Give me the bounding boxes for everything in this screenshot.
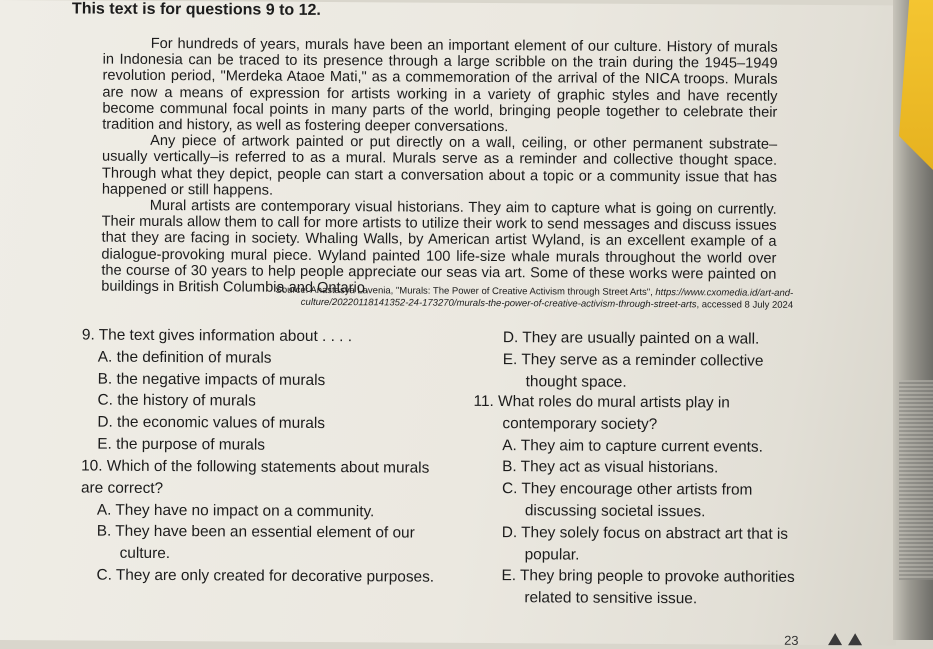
source-citation	[238, 284, 793, 311]
q9-option-a[interactable]: A. the definition of murals	[97, 348, 272, 367]
q10-option-c[interactable]: C. They are only created for decorative purposes.	[96, 566, 435, 586]
q9-option-e[interactable]: E. the purpose of murals	[97, 435, 266, 454]
q9-cont-option-e[interactable]: E. They serve as a reminder collective thought space.	[502, 350, 764, 391]
source-accessed: , accessed 8 July 2024	[696, 299, 794, 311]
page-number: 23	[784, 632, 799, 648]
source-prefix: Source: Anastasya Lavenia, "Murals: The Power of Creative Activism through Street Arts",	[275, 284, 653, 298]
q11-option-e[interactable]: E. They bring people to provoke authorities related to sensitive issue.	[501, 567, 795, 608]
question-9-continued	[503, 327, 818, 394]
reading-passage	[101, 36, 778, 299]
q9-cont-option-d[interactable]: D. They are usually painted on a wall.	[502, 329, 760, 348]
triangle-decoration-icon	[828, 633, 842, 645]
passage-paragraph-3: Mural artists are contemporary visual historians. They aim to capture what is going on currently. Their murals allow them to call for more artists to utilize their work to send messages and discuss issues that they are facing in society. Whaling Walls, by American artist Wyland, is an excellent example of a dialogue-provoking mural piece. Wyland painted 100 life-size whale murals throughout the world over the course of 30 years to help people appreciate our seas via art. Some of these works were painted on buildings in British Columbia and Ontario.	[101, 197, 777, 297]
question-11	[472, 391, 823, 611]
question-9-stem: 9. The text gives information about . . . .	[81, 326, 353, 346]
q11-option-b[interactable]: B. They act as visual historians.	[502, 458, 719, 477]
question-10	[80, 456, 446, 589]
q11-option-d[interactable]: D. They solely focus on abstract art that is popular.	[501, 523, 789, 564]
q11-option-c[interactable]: C. They encourage other artists from discussing societal issues.	[501, 480, 753, 521]
passage-paragraph-1: For hundreds of years, murals have been an important element of our culture. History of murals in Indonesia can be traced to its presence through a large scribble on the train during the 1945–1949 revolution period, "Merdeka Ataoe Mati," as a commemoration of the arrival of the NICA troops. Murals are now a means of expression for artists working in a variety of graphic styles and have recently become communal focal points in many parts of the world, bringing people together to celebrate their tradition and history, as well as fostering deeper conversations.	[102, 35, 778, 136]
passage-paragraph-2: Any piece of artwork painted or put directly on a wall, ceiling, or other permanent substrate–usually vertically–is referred to as a mural. Murals serve as a reminder and collective thought space. Through what they depict, people can start a conversation about a topic or a community issue that has happened or still happens.	[101, 133, 778, 199]
question-10-stem: 10. Which of the following statements about murals are correct?	[80, 457, 430, 497]
triangle-decoration-icon	[848, 633, 862, 645]
source-url: https://www.cxomedia.id/art-and-culture/20220118141352-24-173270/murals-the-power-of-creative-activism-through-street-arts	[300, 287, 794, 311]
q10-option-a[interactable]: A. They have no impact on a community.	[96, 501, 375, 520]
q9-option-b[interactable]: B. the negative impacts of murals	[97, 370, 326, 389]
q11-option-a[interactable]: A. They aim to capture current events.	[502, 436, 763, 456]
passage-heading: This text is for questions 9 to 12.	[71, 0, 321, 19]
fabric-stripes	[899, 380, 933, 580]
q9-option-c[interactable]: C. the history of murals	[97, 391, 256, 410]
q10-option-b[interactable]: B. They have been an essential element of our culture.	[96, 522, 415, 563]
q9-option-d[interactable]: D. the economic values of murals	[97, 413, 326, 433]
question-9	[81, 325, 447, 458]
question-11-stem: 11. What roles do mural artists play in contemporary society?	[473, 392, 730, 433]
